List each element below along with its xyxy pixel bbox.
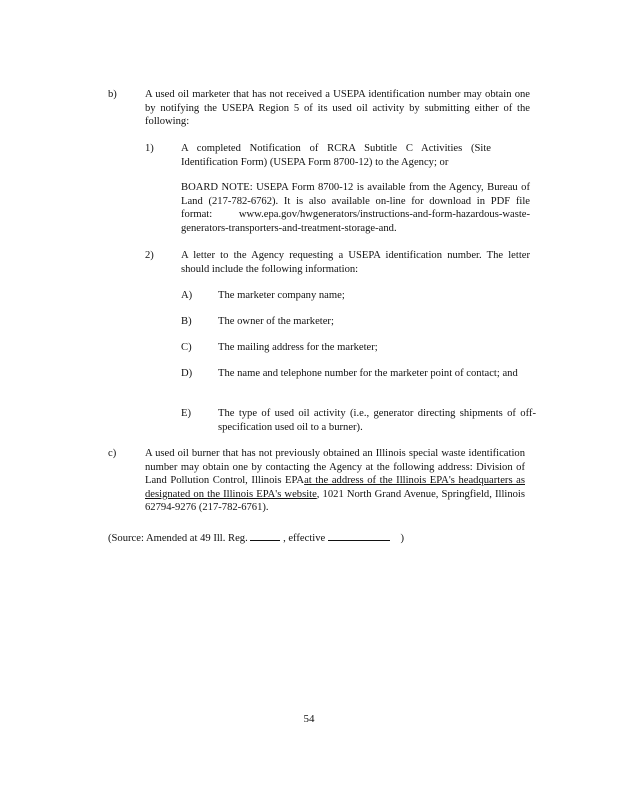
source-mid: , effective [283, 533, 326, 544]
sub-item-label: E) [181, 408, 191, 419]
source-open: (Source: Amended at 49 Ill. Reg. [108, 533, 248, 544]
item-b1-text: A completed Notification of RCRA Subtitle C Activities (Site Identification Form) (USEPA Form 8700-12) to the Agency; or [181, 143, 491, 168]
sub-item-text: The marketer company name; [218, 290, 345, 301]
sub-item-text: The name and telephone number for the marketer point of contact; and [218, 368, 518, 379]
item-c-label: c) [108, 448, 117, 459]
effective-blank [328, 530, 390, 541]
item-c-text-before: A used oil burner that has not previously obtained an Illinois special waste identification number may obtain one by contacting the Agency at the following address: Division of Land Pollution Control, Illinois EPA [145, 448, 525, 487]
item-b-text: A used oil marketer that has not received a USEPA identification number may obtain one by notifying the USEPA Region 5 of its used oil activity by submitting either of the following: [145, 89, 530, 128]
source-line [108, 530, 404, 546]
item-c-text [145, 447, 525, 515]
sub-item-label: A) [181, 290, 193, 301]
item-b2-text: A letter to the Agency requesting a USEPA identification number. The letter should include the following information: [181, 250, 530, 275]
item-b1-label: 1) [145, 143, 154, 154]
board-note: BOARD NOTE: USEPA Form 8700-12 is available from the Agency, Bureau of Land (217-782-6762). It is also available on-line for download in PDF file format: www.epa.gov/hwgenerators/instructions-and-form-hazardous-waste-generators-transporters-and-treatment-storage-and. [181, 182, 530, 234]
item-b-label: b) [108, 89, 117, 100]
sub-item-text: The owner of the marketer; [218, 316, 334, 327]
sub-item-text: The mailing address for the marketer; [218, 342, 378, 353]
item-c-underlined-text: at the address of the Illinois EPA's headquarters as designated on the Illinois EPA's website [145, 475, 525, 500]
sub-item-label: D) [181, 368, 193, 379]
register-blank [250, 530, 280, 541]
source-close: ) [400, 533, 405, 544]
sub-item-label: B) [181, 316, 192, 327]
item-b2-label: 2) [145, 250, 154, 261]
sub-item-text: The type of used oil activity (i.e., generator directing shipments of off-specification used oil to a burner). [218, 408, 536, 433]
page-number: 54 [303, 713, 315, 725]
sub-item-label: C) [181, 342, 192, 353]
item-c-text-after: , 1021 North Grand Avenue, Springfield, Illinois 62794-9276 (217-782-6761). [145, 488, 525, 514]
